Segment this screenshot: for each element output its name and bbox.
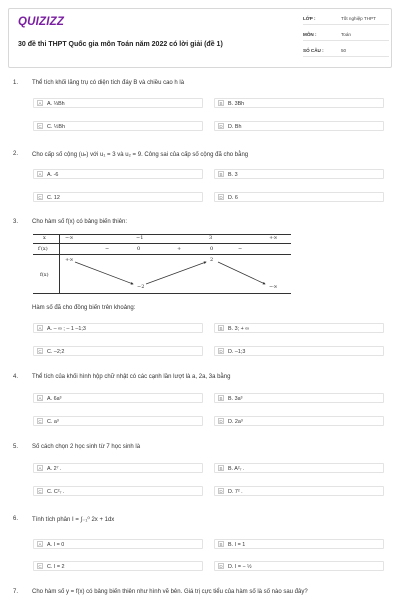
option-text: D. Bh bbox=[228, 123, 242, 130]
meta-row-count bbox=[303, 45, 389, 57]
option-a[interactable] bbox=[33, 98, 203, 108]
option-letter: C bbox=[38, 195, 42, 200]
option-letter: D bbox=[219, 195, 223, 200]
option-letter: A bbox=[38, 466, 42, 471]
option-letter: C bbox=[38, 419, 42, 424]
option-text: B. I = 1 bbox=[228, 541, 246, 548]
question-text: Thể tích khối lăng trụ có diện tích đáy B và chiều cao h là bbox=[32, 80, 185, 86]
f-value: −2 bbox=[137, 284, 145, 290]
f-value: 2 bbox=[210, 257, 214, 263]
worksheet-title: 30 đề thi THPT Quốc gia môn Toán năm 2022 có lời giải (đề 1) bbox=[18, 41, 223, 48]
meta-label: MÔN : bbox=[303, 32, 317, 37]
meta-value: Toán bbox=[341, 32, 351, 37]
meta-value: 50 bbox=[341, 48, 347, 53]
question-text: Số cách chọn 2 học sinh từ 7 học sinh là bbox=[32, 444, 141, 450]
option-d[interactable] bbox=[214, 486, 384, 496]
quizizz-logo: QUIZIZZ bbox=[18, 16, 65, 28]
option-text: C. a³ bbox=[47, 418, 59, 425]
option-b[interactable] bbox=[214, 323, 384, 333]
fprime-sign: + bbox=[177, 246, 182, 252]
option-letter: A bbox=[38, 542, 42, 547]
fprime-sign: − bbox=[105, 246, 110, 252]
meta-label: LỚP : bbox=[303, 16, 316, 21]
option-b[interactable] bbox=[214, 393, 384, 403]
arrow-decreasing bbox=[75, 262, 133, 284]
option-letter: B bbox=[219, 542, 223, 547]
question-number: 7. bbox=[13, 589, 19, 595]
row-label-f: f(x) bbox=[40, 272, 49, 278]
question-number: 4. bbox=[13, 374, 19, 380]
option-d[interactable] bbox=[214, 121, 384, 131]
option-letter: B bbox=[219, 101, 223, 106]
option-text: D. 7² . bbox=[228, 488, 243, 495]
option-b[interactable] bbox=[214, 539, 384, 549]
row-label-x: x bbox=[43, 235, 46, 241]
option-text: D. I = − ½ bbox=[228, 563, 252, 570]
option-letter: B bbox=[219, 396, 223, 401]
option-text: A. 6a³ bbox=[47, 395, 62, 402]
option-a[interactable] bbox=[33, 463, 203, 473]
option-letter: A bbox=[38, 326, 42, 331]
option-text: B. 3a³ bbox=[228, 395, 243, 402]
option-text: C. ½Bh bbox=[47, 123, 65, 130]
option-c[interactable] bbox=[33, 561, 203, 571]
option-a[interactable] bbox=[33, 169, 203, 179]
option-c[interactable] bbox=[33, 192, 203, 202]
question-text: Cho cấp số cộng (uₙ) với u₁ = 3 và u₂ = 9. Công sai của cấp số cộng đã cho bằng bbox=[32, 152, 249, 158]
option-letter: C bbox=[38, 564, 42, 569]
question-text: Thể tích của khối hình hộp chữ nhật có các cạnh lần lượt là a, 2a, 3a bằng bbox=[32, 374, 231, 380]
meta-row-class bbox=[303, 13, 389, 25]
x-value: −1 bbox=[136, 235, 144, 241]
option-letter: D bbox=[219, 124, 223, 129]
option-letter: C bbox=[38, 489, 42, 494]
question-subtext: Hàm số đã cho đồng biến trên khoảng: bbox=[32, 305, 136, 311]
meta-row-subject bbox=[303, 29, 389, 41]
option-c[interactable] bbox=[33, 121, 203, 131]
worksheet-header bbox=[8, 8, 392, 68]
option-d[interactable] bbox=[214, 346, 384, 356]
question-number: 3. bbox=[13, 219, 19, 225]
f-value: −∞ bbox=[269, 284, 278, 290]
option-text: D. 2a³ bbox=[228, 418, 243, 425]
question-number: 2. bbox=[13, 151, 19, 157]
option-text: D. 6 bbox=[228, 194, 238, 201]
option-a[interactable] bbox=[33, 539, 203, 549]
question-text: Cho hàm số f(x) có bảng biến thiên: bbox=[32, 219, 128, 225]
option-letter: C bbox=[38, 349, 42, 354]
option-c[interactable] bbox=[33, 416, 203, 426]
option-c[interactable] bbox=[33, 486, 203, 496]
question-text: Tính tích phân I = ∫₋₁⁰ 2x + 1dx bbox=[32, 517, 115, 523]
option-d[interactable] bbox=[214, 561, 384, 571]
option-letter: B bbox=[219, 326, 223, 331]
option-letter: D bbox=[219, 489, 223, 494]
option-letter: D bbox=[219, 419, 223, 424]
option-a[interactable] bbox=[33, 323, 203, 333]
question-number: 6. bbox=[13, 516, 19, 522]
question-number: 5. bbox=[13, 444, 19, 450]
option-letter: D bbox=[219, 349, 223, 354]
option-letter: A bbox=[38, 396, 42, 401]
option-letter: D bbox=[219, 564, 223, 569]
option-b[interactable] bbox=[214, 169, 384, 179]
option-b[interactable] bbox=[214, 98, 384, 108]
variation-arrows bbox=[33, 234, 291, 294]
option-text: C. –2;2 bbox=[47, 348, 65, 355]
fprime-value: 0 bbox=[210, 246, 214, 252]
option-text: C. C²₇ . bbox=[47, 488, 65, 495]
fprime-sign: − bbox=[238, 246, 243, 252]
fprime-value: 0 bbox=[137, 246, 141, 252]
x-value: −∞ bbox=[65, 235, 74, 241]
x-value: 3 bbox=[209, 235, 213, 241]
option-c[interactable] bbox=[33, 346, 203, 356]
option-text: B. A²₇ . bbox=[228, 465, 245, 472]
option-text: A. I = 0 bbox=[47, 541, 65, 548]
option-text: A. ⅓Bh bbox=[47, 100, 65, 107]
option-b[interactable] bbox=[214, 463, 384, 473]
option-letter: A bbox=[38, 101, 42, 106]
option-letter: B bbox=[219, 466, 223, 471]
arrow-increasing bbox=[146, 262, 206, 284]
option-d[interactable] bbox=[214, 416, 384, 426]
variation-table bbox=[33, 234, 291, 294]
option-text: B. 3 bbox=[228, 171, 238, 178]
option-text: A. – ∞ ; – 1 –1;3 bbox=[47, 325, 86, 332]
meta-label: SỐ CÂU : bbox=[303, 48, 324, 53]
meta-value: Tốt nghiệp THPT bbox=[341, 16, 376, 21]
option-letter: A bbox=[38, 172, 42, 177]
row-label-fprime: f′(x) bbox=[38, 246, 48, 252]
x-value: +∞ bbox=[269, 235, 278, 241]
option-text: B. 3; + ∞ bbox=[228, 325, 250, 332]
question-text: Cho hàm số y = f(x) có bảng biến thiên như hình vẽ bên. Giá trị cực tiểu của hàm số là số nào sau đây? bbox=[32, 589, 308, 595]
option-text: A. 2⁷ . bbox=[47, 465, 62, 472]
option-letter: C bbox=[38, 124, 42, 129]
option-text: B. 3Bh bbox=[228, 100, 245, 107]
question-number: 1. bbox=[13, 80, 19, 86]
option-text: D. –1;3 bbox=[228, 348, 246, 355]
arrow-decreasing bbox=[218, 262, 265, 284]
option-text: C. 12 bbox=[47, 194, 60, 201]
f-value: +∞ bbox=[65, 257, 74, 263]
option-letter: B bbox=[219, 172, 223, 177]
option-text: A. -6 bbox=[47, 171, 59, 178]
option-d[interactable] bbox=[214, 192, 384, 202]
option-a[interactable] bbox=[33, 393, 203, 403]
option-text: C. I = 2 bbox=[47, 563, 65, 570]
